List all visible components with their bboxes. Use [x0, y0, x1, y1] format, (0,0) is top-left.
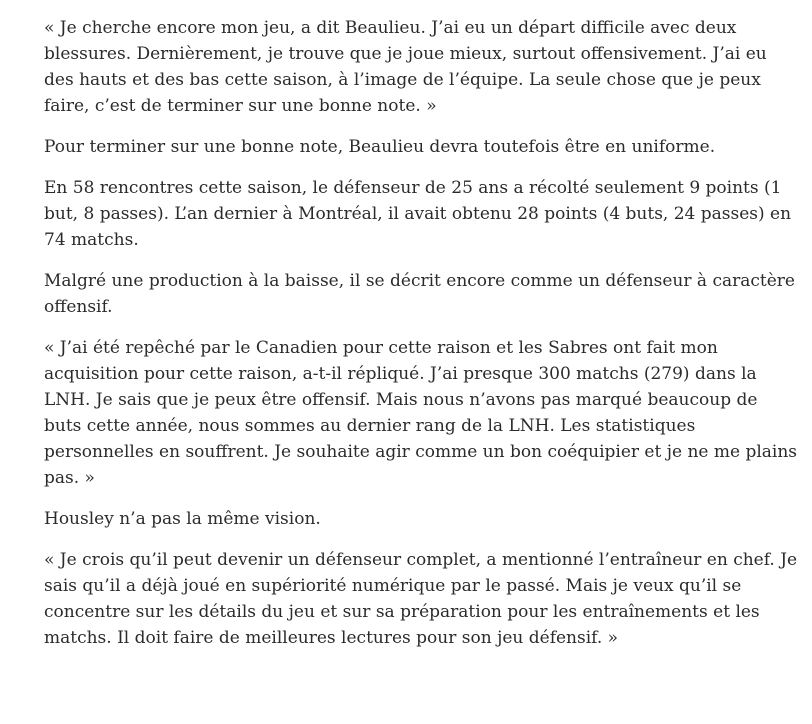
paragraph-repeche-quote: « J’ai été repêché par le Canadien pour cette raison et les Sabres ont fait mon acquisition pour cette raison, a-t-il répliqué. J’ai presque 300 matchs (279) dans la LNH. Je sais que je peux être offensif. Mais nous n’avons pas marqué beaucoup de buts cette année, nous sommes au dernier rang de la LNH. Les statistiques personnelles en souffrent. Je souhaite agir comme un bon coéquipier et je ne me plains pas. » [44, 338, 798, 488]
paragraph-statistics: En 58 rencontres cette saison, le défenseur de 25 ans a récolté seulement 9 points (1 but, 8 passes). L’an dernier à Montréal, il avait obtenu 28 points (4 buts, 24 passes) en 74 matchs. [44, 178, 792, 250]
paragraph-coach-quote: « Je crois qu’il peut devenir un défenseur complet, a mentionné l’entraîneur en chef. Je sais qu’il a déjà joué en supériorité numérique par le passé. Mais je veux qu’il se concentre sur les détails du jeu et sur sa préparation pour les entraînements et les matchs. Il doit faire de meilleures lectures pour son jeu défensif. » [44, 550, 798, 648]
paragraph-bonne-note: Pour terminer sur une bonne note, Beaulieu devra toutefois être en uniforme. [44, 137, 716, 157]
paragraph-housley-vision: Housley n’a pas la même vision. [44, 509, 321, 529]
paragraph-beaulieu-quote: « Je cherche encore mon jeu, a dit Beaulieu. J’ai eu un départ difficile avec deux blessures. Dernièrement, je trouve que je joue mieux, surtout offensivement. J’ai eu des hauts et des bas cette saison, à l’image de l’équipe. La seule chose que je peux faire, c’est de terminer sur une bonne note. » [44, 18, 767, 116]
paragraph-production: Malgré une production à la baisse, il se décrit encore comme un défenseur à caractère offensif. [44, 271, 795, 317]
